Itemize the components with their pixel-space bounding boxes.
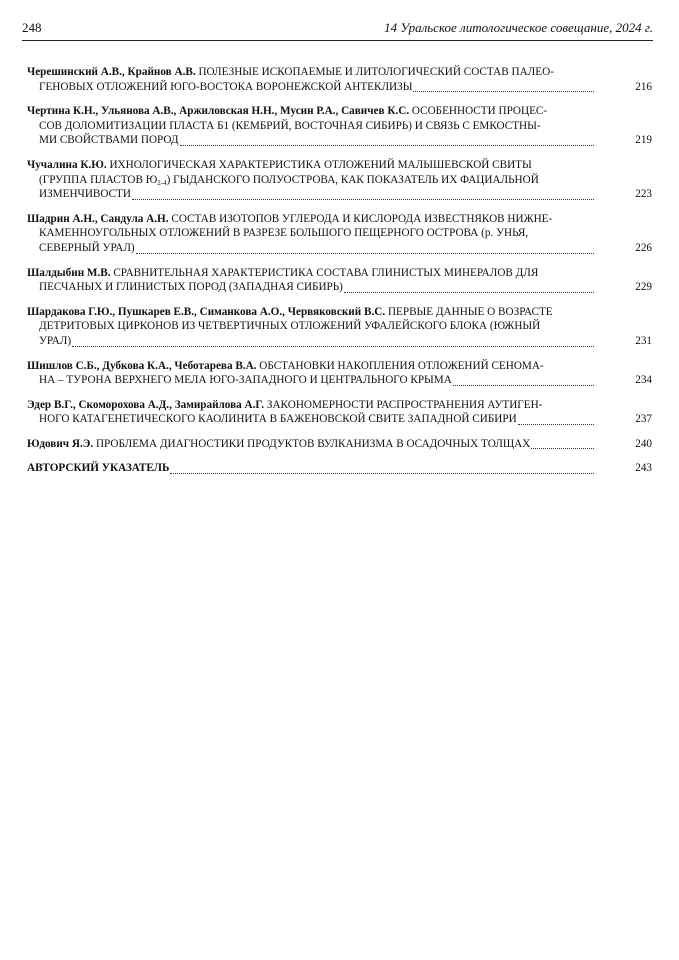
toc-entry-authors: Черешинский А.В., Крайнов А.В.	[27, 66, 196, 78]
toc-entry-text: (ГРУППА ПЛАСТОВ Ю	[39, 173, 158, 186]
toc-entry-authors: Чучалина К.Ю.	[27, 158, 107, 171]
toc-entry-title: ИХНОЛОГИЧЕСКАЯ ХАРАКТЕРИСТИКА ОТЛОЖЕНИЙ МАЛЫШЕВСКОЙ СВИТЫ	[106, 158, 532, 171]
toc-entry-last-line	[27, 80, 652, 95]
toc-entry-authors: Чертина К.Н., Ульянова А.В., Аржиловская Н.Н., Мусин Р.А., Савичев К.С.	[27, 105, 410, 118]
toc-entry-title-end: ГЕНОВЫХ ОТЛОЖЕНИЙ ЮГО-ВОСТОКА ВОРОНЕЖСКОЙ АНТЕКЛИЗЫ	[39, 80, 413, 93]
toc-page-number: 229	[635, 281, 652, 294]
toc-entry-line	[27, 158, 652, 173]
running-header	[22, 20, 653, 42]
toc-page-number: 237	[635, 413, 652, 426]
dot-leader	[453, 376, 594, 386]
toc-entry-authors: Шардакова Г.Ю., Пушкарев Е.В., Симанкова А.О., Червяковский В.С.	[27, 305, 386, 318]
toc-entry-last-line	[27, 241, 652, 256]
toc-entry-last-line	[27, 133, 652, 148]
toc-entry-title: ПОЛЕЗНЫЕ ИСКОПАЕМЫЕ И ЛИТОЛОГИЧЕСКИЙ СОСТАВ ПАЛЕО-	[195, 66, 554, 78]
conference-title: 14 Уральское литологическое совещание, 2024 г.	[384, 20, 653, 35]
toc-page-number: 223	[635, 188, 652, 201]
toc-entry-text: ) ГЫДАНСКОГО ПОЛУОСТРОВА, КАК ПОКАЗАТЕЛЬ ИХ ФАЦИАЛЬНОЙ	[166, 173, 539, 186]
dot-leader	[136, 244, 594, 254]
toc-page-number: 234	[635, 374, 652, 387]
toc-entry-title: ОБСТАНОВКИ НАКОПЛЕНИЯ ОТЛОЖЕНИЙ СЕНОМА-	[256, 359, 544, 372]
header-rule	[22, 40, 653, 41]
toc-entry-title-end: ИЗМЕНЧИВОСТИ	[39, 188, 131, 201]
toc-entry-title-end: НА – ТУРОНА ВЕРХНЕГО МЕЛА ЮГО-ЗАПАДНОГО И ЦЕНТРАЛЬНОГО КРЫМА	[39, 374, 452, 387]
toc-entry-title-end: НОГО КАТАГЕНЕТИЧЕСКОГО КАОЛИНИТА В БАЖЕНОВСКОЙ СВИТЕ ЗАПАДНОЙ СИБИРИ	[39, 413, 517, 426]
table-of-contents	[27, 65, 652, 486]
toc-entry-last-line	[27, 461, 652, 476]
toc-entry-title-end: МИ СВОЙСТВАМИ ПОРОД	[39, 134, 179, 147]
toc-page-number: 240	[635, 437, 652, 450]
toc-entry[interactable]	[27, 437, 652, 452]
dot-leader	[180, 136, 594, 146]
dot-leader	[531, 439, 594, 449]
toc-entry-authors: Юдович Я.Э.	[27, 437, 94, 450]
toc-entry-line	[27, 173, 652, 188]
toc-entry-line: ДЕТРИТОВЫХ ЦИРКОНОВ ИЗ ЧЕТВЕРТИЧНЫХ ОТЛОЖЕНИЙ УФАЛЕЙСКОГО БЛОКА (ЮЖНЫЙ	[39, 320, 541, 333]
toc-entry-authors: Шишлов С.Б., Дубкова К.А., Чеботарева В.А.	[27, 359, 257, 372]
toc-entry-last-line	[27, 334, 652, 349]
toc-page-number: 226	[635, 241, 652, 254]
toc-entry-last-line	[27, 437, 652, 452]
toc-entry-line	[27, 398, 652, 413]
toc-entry-title: ЗАКОНОМЕРНОСТИ РАСПРОСТРАНЕНИЯ АУТИГЕН-	[264, 398, 543, 411]
toc-entry-title: ОСОБЕННОСТИ ПРОЦЕС-	[409, 105, 548, 118]
toc-entry-line: КАМЕННОУГОЛЬНЫХ ОТЛОЖЕНИЙ В РАЗРЕЗЕ БОЛЬШОГО ПЕЩЕРНОГО ОСТРОВА (р. УНЬЯ,	[39, 227, 529, 240]
toc-page-number: 231	[635, 334, 652, 347]
toc-entry-line	[27, 65, 652, 80]
dot-leader	[518, 415, 594, 425]
toc-entry[interactable]	[27, 158, 652, 202]
toc-entry[interactable]	[27, 305, 652, 349]
toc-entry-last-line	[27, 187, 652, 202]
author-index-label: АВТОРСКИЙ УКАЗАТЕЛЬ	[27, 462, 170, 475]
toc-entry-line: СОВ ДОЛОМИТИЗАЦИИ ПЛАСТА Б1 (КЕМБРИЙ, ВОСТОЧНАЯ СИБИРЬ) И СВЯЗЬ С ЕМКОСТНЫ-	[39, 119, 541, 132]
toc-entry[interactable]	[27, 65, 652, 94]
toc-entry-title-end: СЕВЕРНЫЙ УРАЛ)	[39, 241, 135, 254]
toc-page-number: 243	[635, 462, 652, 475]
toc-entry-title: СОСТАВ ИЗОТОПОВ УГЛЕРОДА И КИСЛОРОДА ИЗВЕСТНЯКОВ НИЖНЕ-	[168, 212, 553, 225]
toc-entry-last-line	[27, 373, 652, 388]
toc-entry-line	[27, 359, 652, 374]
toc-entry-last-line	[27, 412, 652, 427]
subscript: 2-4	[157, 178, 167, 187]
toc-entry[interactable]	[27, 398, 652, 427]
toc-entry-line	[27, 266, 652, 281]
toc-entry[interactable]	[27, 359, 652, 388]
toc-page-number: 219	[635, 134, 652, 147]
toc-entry-authors: Шадрин А.Н., Сандула А.Н.	[27, 212, 169, 225]
toc-entry-title: ПЕРВЫЕ ДАННЫЕ О ВОЗРАСТЕ	[385, 305, 553, 318]
page-number: 248	[22, 20, 42, 35]
toc-entry-author-index[interactable]	[27, 461, 652, 476]
toc-page-number: 216	[635, 80, 652, 93]
toc-entry-last-line	[27, 280, 652, 295]
toc-entry-title: СРАВНИТЕЛЬНАЯ ХАРАКТЕРИСТИКА СОСТАВА ГЛИНИСТЫХ МИНЕРАЛОВ ДЛЯ	[110, 266, 539, 279]
toc-entry-title-end: УРАЛ)	[39, 334, 72, 347]
toc-entry[interactable]	[27, 212, 652, 256]
dot-leader	[413, 82, 594, 92]
toc-entry[interactable]	[27, 104, 652, 148]
toc-entry-authors: Эдер В.Г., Скоморохова А.Д., Замирайлова А.Г.	[27, 398, 265, 411]
toc-entry-text	[27, 437, 530, 452]
dot-leader	[170, 464, 594, 474]
dot-leader	[132, 190, 594, 200]
toc-entry-line	[27, 305, 652, 320]
dot-leader	[72, 337, 594, 347]
dot-leader	[344, 283, 594, 293]
toc-entry-line	[27, 104, 652, 119]
toc-entry[interactable]	[27, 266, 652, 295]
toc-entry-title: ПРОБЛЕМА ДИАГНОСТИКИ ПРОДУКТОВ ВУЛКАНИЗМА В ОСАДОЧНЫХ ТОЛЩАХ	[93, 437, 531, 450]
toc-entry-authors: Шалдыбин М.В.	[27, 266, 111, 279]
toc-entry-line	[27, 212, 652, 227]
toc-entry-title-end: ПЕСЧАНЫХ И ГЛИНИСТЫХ ПОРОД (ЗАПАДНАЯ СИБИРЬ)	[39, 281, 343, 294]
